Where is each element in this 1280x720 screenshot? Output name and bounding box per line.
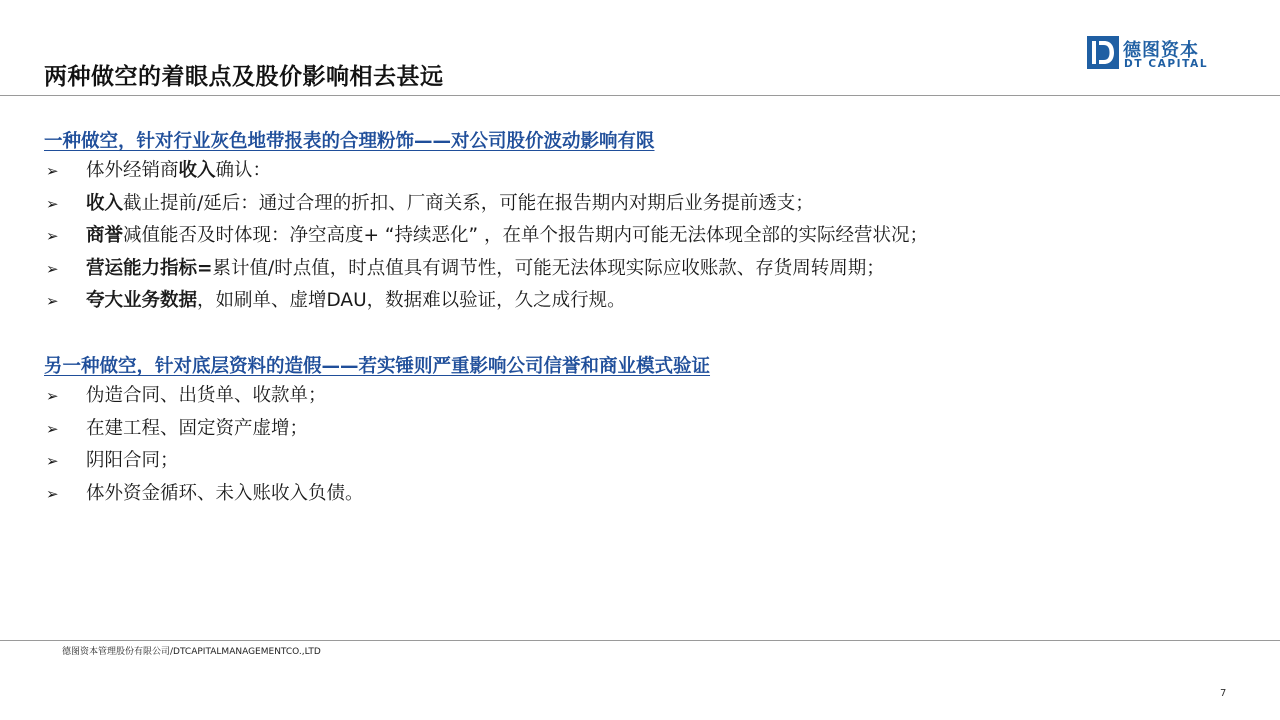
bullet-bold-text: 夸大业务数据: [86, 290, 198, 311]
bullet-text: 在建工程、固定资产虚增；: [86, 418, 309, 439]
dt-logo-icon: [1087, 36, 1119, 69]
bullet-bold-text: 收入: [178, 160, 216, 181]
arrow-bullet-icon: ➢: [46, 387, 59, 405]
arrow-bullet-icon: ➢: [46, 292, 59, 310]
bullet-item: [46, 383, 327, 409]
bullet-item: [46, 256, 885, 282]
arrow-bullet-icon: ➢: [46, 162, 59, 180]
section-heading-1: 一种做空，针对行业灰色地带报表的合理粉饰——对公司股价波动影响有限: [44, 131, 655, 152]
arrow-bullet-icon: ➢: [46, 260, 59, 278]
arrow-bullet-icon: ➢: [46, 485, 59, 503]
arrow-bullet-icon: ➢: [46, 452, 59, 470]
bullet-text: ，如刷单、虚增DAU，数据难以验证，久之成行规。: [197, 290, 626, 311]
bullet-text: 确认：: [215, 160, 272, 181]
footer-company: 德图资本管理股份有限公司/DTCAPITALMANAGEMENTCO.,LTD: [62, 647, 321, 657]
bullet-item: [46, 416, 308, 442]
bullet-text: 体外资金循环、未入账收入负债。: [86, 483, 364, 504]
footer-divider: [0, 640, 1280, 641]
bullet-item: [46, 288, 626, 314]
bullet-text: 伪造合同、出货单、收款单；: [86, 385, 327, 406]
logo-name-en: DT CAPITAL: [1124, 58, 1209, 70]
bullet-bold-text: 营运能力指标=: [86, 258, 213, 279]
arrow-bullet-icon: ➢: [46, 195, 59, 213]
bullet-item: [46, 223, 928, 249]
page-number: 7: [1220, 688, 1227, 699]
bullet-item: [46, 158, 271, 184]
bullet-text: 减值能否及时体现：净空高度+ “持续恶化” ，在单个报告期内可能无法体现全部的实际经营状况；: [123, 225, 928, 246]
bullet-item: [46, 481, 364, 507]
bullet-item: [46, 448, 179, 474]
bullet-bold-text: 商誉: [86, 225, 124, 246]
bullet-text: 体外经销商: [86, 160, 179, 181]
company-logo: [1087, 36, 1211, 72]
slide-title: 两种做空的着眼点及股价影响相去甚远: [44, 64, 444, 90]
header-divider: [0, 95, 1280, 96]
bullet-text: 截止提前/延后：通过合理的折扣、厂商关系，可能在报告期内对期后业务提前透支；: [123, 193, 814, 214]
section-heading-2: 另一种做空，针对底层资料的造假——若实锤则严重影响公司信誉和商业模式验证: [44, 356, 711, 377]
logo-name-cn: 德图资本: [1123, 40, 1199, 61]
arrow-bullet-icon: ➢: [46, 420, 59, 438]
bullet-bold-text: 收入: [86, 193, 124, 214]
arrow-bullet-icon: ➢: [46, 227, 59, 245]
bullet-item: [46, 191, 814, 217]
bullet-text: 累计值/时点值，时点值具有调节性，可能无法体现实际应收账款、存货周转周期；: [212, 258, 885, 279]
bullet-text: 阴阳合同；: [86, 450, 179, 471]
